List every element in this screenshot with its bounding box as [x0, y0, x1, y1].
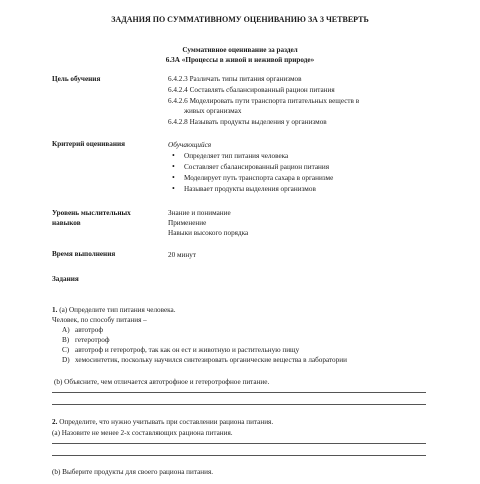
task1-part-b: (b) Объясните, чем отличается автотрофное и гетеротрофное питание.	[54, 378, 270, 386]
option-text: автотроф и гетеротроф, так как он ест и животную и растительную пищу	[75, 346, 300, 354]
page-title: ЗАДАНИЯ ПО СУММАТИВНОМУ ОЦЕНИВАНИЮ ЗА 3 ЧЕТВЕРТЬ	[111, 15, 369, 24]
goal-item: 6.4.2.3 Различать типы питания организмов	[168, 75, 302, 83]
levels-label-line1: Уровень мыслительных	[52, 209, 131, 217]
criteria-item: • Называет продукты выделения организмов	[184, 184, 316, 194]
criteria-item: • Моделирует путь транспорта сахара в организме	[184, 173, 333, 183]
option-letter: B)	[62, 336, 70, 344]
criteria-item: • Составляет сбалансированный рацион питания	[184, 162, 329, 172]
task1-lead: Человек, по способу питания –	[52, 316, 147, 324]
option-text: хемосинтетик, поскольку научился синтезировать органические вещества в лаборатории	[75, 356, 347, 364]
task2-part-a: (a) Назовите не менее 2-х составляющих рациона питания.	[52, 429, 233, 437]
task2-number: 2.	[52, 418, 58, 426]
task2-question	[52, 417, 273, 427]
answer-line	[52, 443, 426, 444]
answer-line	[52, 455, 426, 456]
goal-item: 6.4.2.8 Называть продукты выделения у организмов	[168, 118, 327, 126]
level-item: Применение	[168, 219, 207, 227]
option-letter: A)	[62, 326, 70, 334]
goal-item: 6.4.2.4 Составлять сбалансированный рацион питания	[168, 86, 335, 94]
level-item: Знание и понимание	[168, 209, 231, 217]
option-text: гетеротроф	[75, 336, 110, 344]
level-item: Навыки высокого порядка	[168, 229, 249, 237]
section-subtitle-line2: 6.3А «Процессы в живой и неживой природе»	[165, 56, 315, 64]
goal-item-continuation: живых организмах	[184, 107, 242, 115]
task1-question-text: (a) Определите тип питания человека.	[59, 306, 176, 314]
time-value: 20 минут	[168, 251, 196, 259]
levels-label-line2: навыков	[52, 219, 81, 227]
criteria-item: • Определяет тип питания человека	[184, 151, 288, 161]
task2-part-b: (b) Выберите продукты для своего рациона питания.	[52, 468, 214, 476]
goals-label: Цель обучения	[52, 75, 101, 83]
criteria-intro: Обучающийся	[168, 141, 212, 149]
section-subtitle-line1: Суммативное оценивание за раздел	[182, 46, 298, 54]
option-letter: D)	[62, 356, 70, 364]
option-text: автотроф	[75, 326, 104, 334]
task1-question	[52, 305, 176, 315]
answer-line	[52, 392, 426, 393]
task1-number: 1.	[52, 306, 58, 314]
criteria-label: Критерий оценивания	[52, 140, 126, 148]
option-letter: C)	[62, 346, 70, 354]
goal-item: 6.4.2.6 Моделировать пути транспорта питательных веществ в	[168, 97, 360, 105]
tasks-heading: Задания	[52, 275, 79, 283]
time-label: Время выполнения	[52, 250, 116, 258]
task2-question-text: Определите, что нужно учитывать при составлении рациона питания.	[59, 418, 274, 426]
answer-line	[52, 404, 426, 405]
